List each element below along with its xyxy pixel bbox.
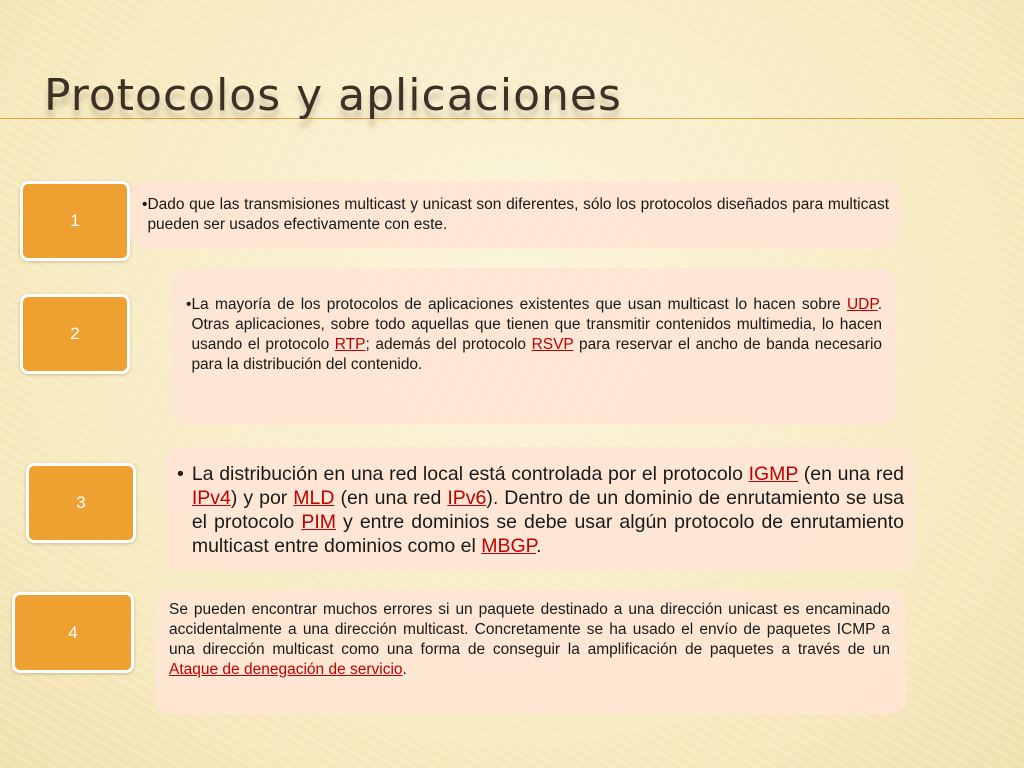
- text-segment: ; además del protocolo: [365, 336, 532, 353]
- bullet-paragraph-3: [177, 462, 904, 558]
- paragraph-text: [147, 195, 889, 235]
- link-rsvp[interactable]: RSVP: [531, 336, 574, 353]
- text-segment: Se pueden encontrar muchos errores si un paquete destinado a una dirección unicast es encaminado accidentalmente a una dirección multicast. Concretamente se ha usado el envío de paquetes ICMP a una dirección multicast como una forma de conseguir la amplificación de paquetes a través de un: [169, 601, 890, 658]
- paragraph-text: [191, 295, 882, 375]
- text-segment: La distribución en una red local está controlada por el protocolo: [191, 463, 749, 485]
- text-segment: (en una red: [334, 487, 448, 509]
- text-segment: y entre dominios se debe usar algún protocolo de enrutamiento multicast entre dominios como el: [191, 511, 904, 557]
- link-mbgp[interactable]: MBGP: [481, 535, 537, 557]
- number-badge-4: 4: [12, 592, 134, 673]
- text-box-1: [130, 181, 901, 248]
- paragraph-text: [169, 600, 890, 680]
- text-segment: ) y por: [230, 487, 294, 509]
- bullet-paragraph-1: [142, 195, 889, 235]
- link-mld[interactable]: MLD: [293, 487, 335, 509]
- text-segment: .: [402, 661, 407, 678]
- number-badge-2: 2: [20, 294, 130, 374]
- bullet-marker: •: [177, 463, 184, 485]
- link-ipv6[interactable]: IPv6: [447, 487, 487, 509]
- link-ipv4[interactable]: IPv4: [191, 487, 231, 509]
- link-dos-attack[interactable]: Ataque de denegación de servicio: [169, 661, 403, 678]
- bullet-marker: •: [186, 296, 192, 313]
- paragraph-text: [192, 462, 904, 558]
- link-pim[interactable]: PIM: [301, 511, 336, 533]
- number-badge-1: 1: [20, 181, 130, 261]
- text-segment: Dado que las transmisiones multicast y unicast son diferentes, sólo los protocolos diseñados para multicast pueden ser usados efectivamente con este.: [147, 196, 889, 233]
- text-segment: ). Dentro de un dominio de enrutamiento se usa el protocolo: [191, 487, 904, 533]
- text-segment: . Otras aplicaciones, sobre todo aquellas que tienen que transmitir contenidos multimedia, lo hacen usando el protocolo: [191, 296, 882, 353]
- text-box-2: [172, 268, 896, 424]
- bullet-marker: •: [142, 196, 148, 213]
- text-box-3: [165, 447, 916, 571]
- link-igmp[interactable]: IGMP: [748, 463, 799, 485]
- text-segment: .: [536, 535, 542, 557]
- link-udp[interactable]: UDP: [846, 296, 878, 313]
- text-segment: (en una red: [798, 463, 905, 485]
- number-badge-3: 3: [26, 463, 136, 543]
- link-rtp[interactable]: RTP: [334, 336, 366, 353]
- bullet-paragraph-2: [186, 295, 882, 375]
- slide-title: Protocolos y aplicaciones: [44, 70, 622, 121]
- text-segment: para reservar el ancho de banda necesario para la distribución del contenido.: [191, 336, 883, 373]
- text-box-4: [155, 590, 906, 714]
- text-segment: La mayoría de los protocolos de aplicaciones existentes que usan multicast lo hacen sobre: [191, 296, 847, 313]
